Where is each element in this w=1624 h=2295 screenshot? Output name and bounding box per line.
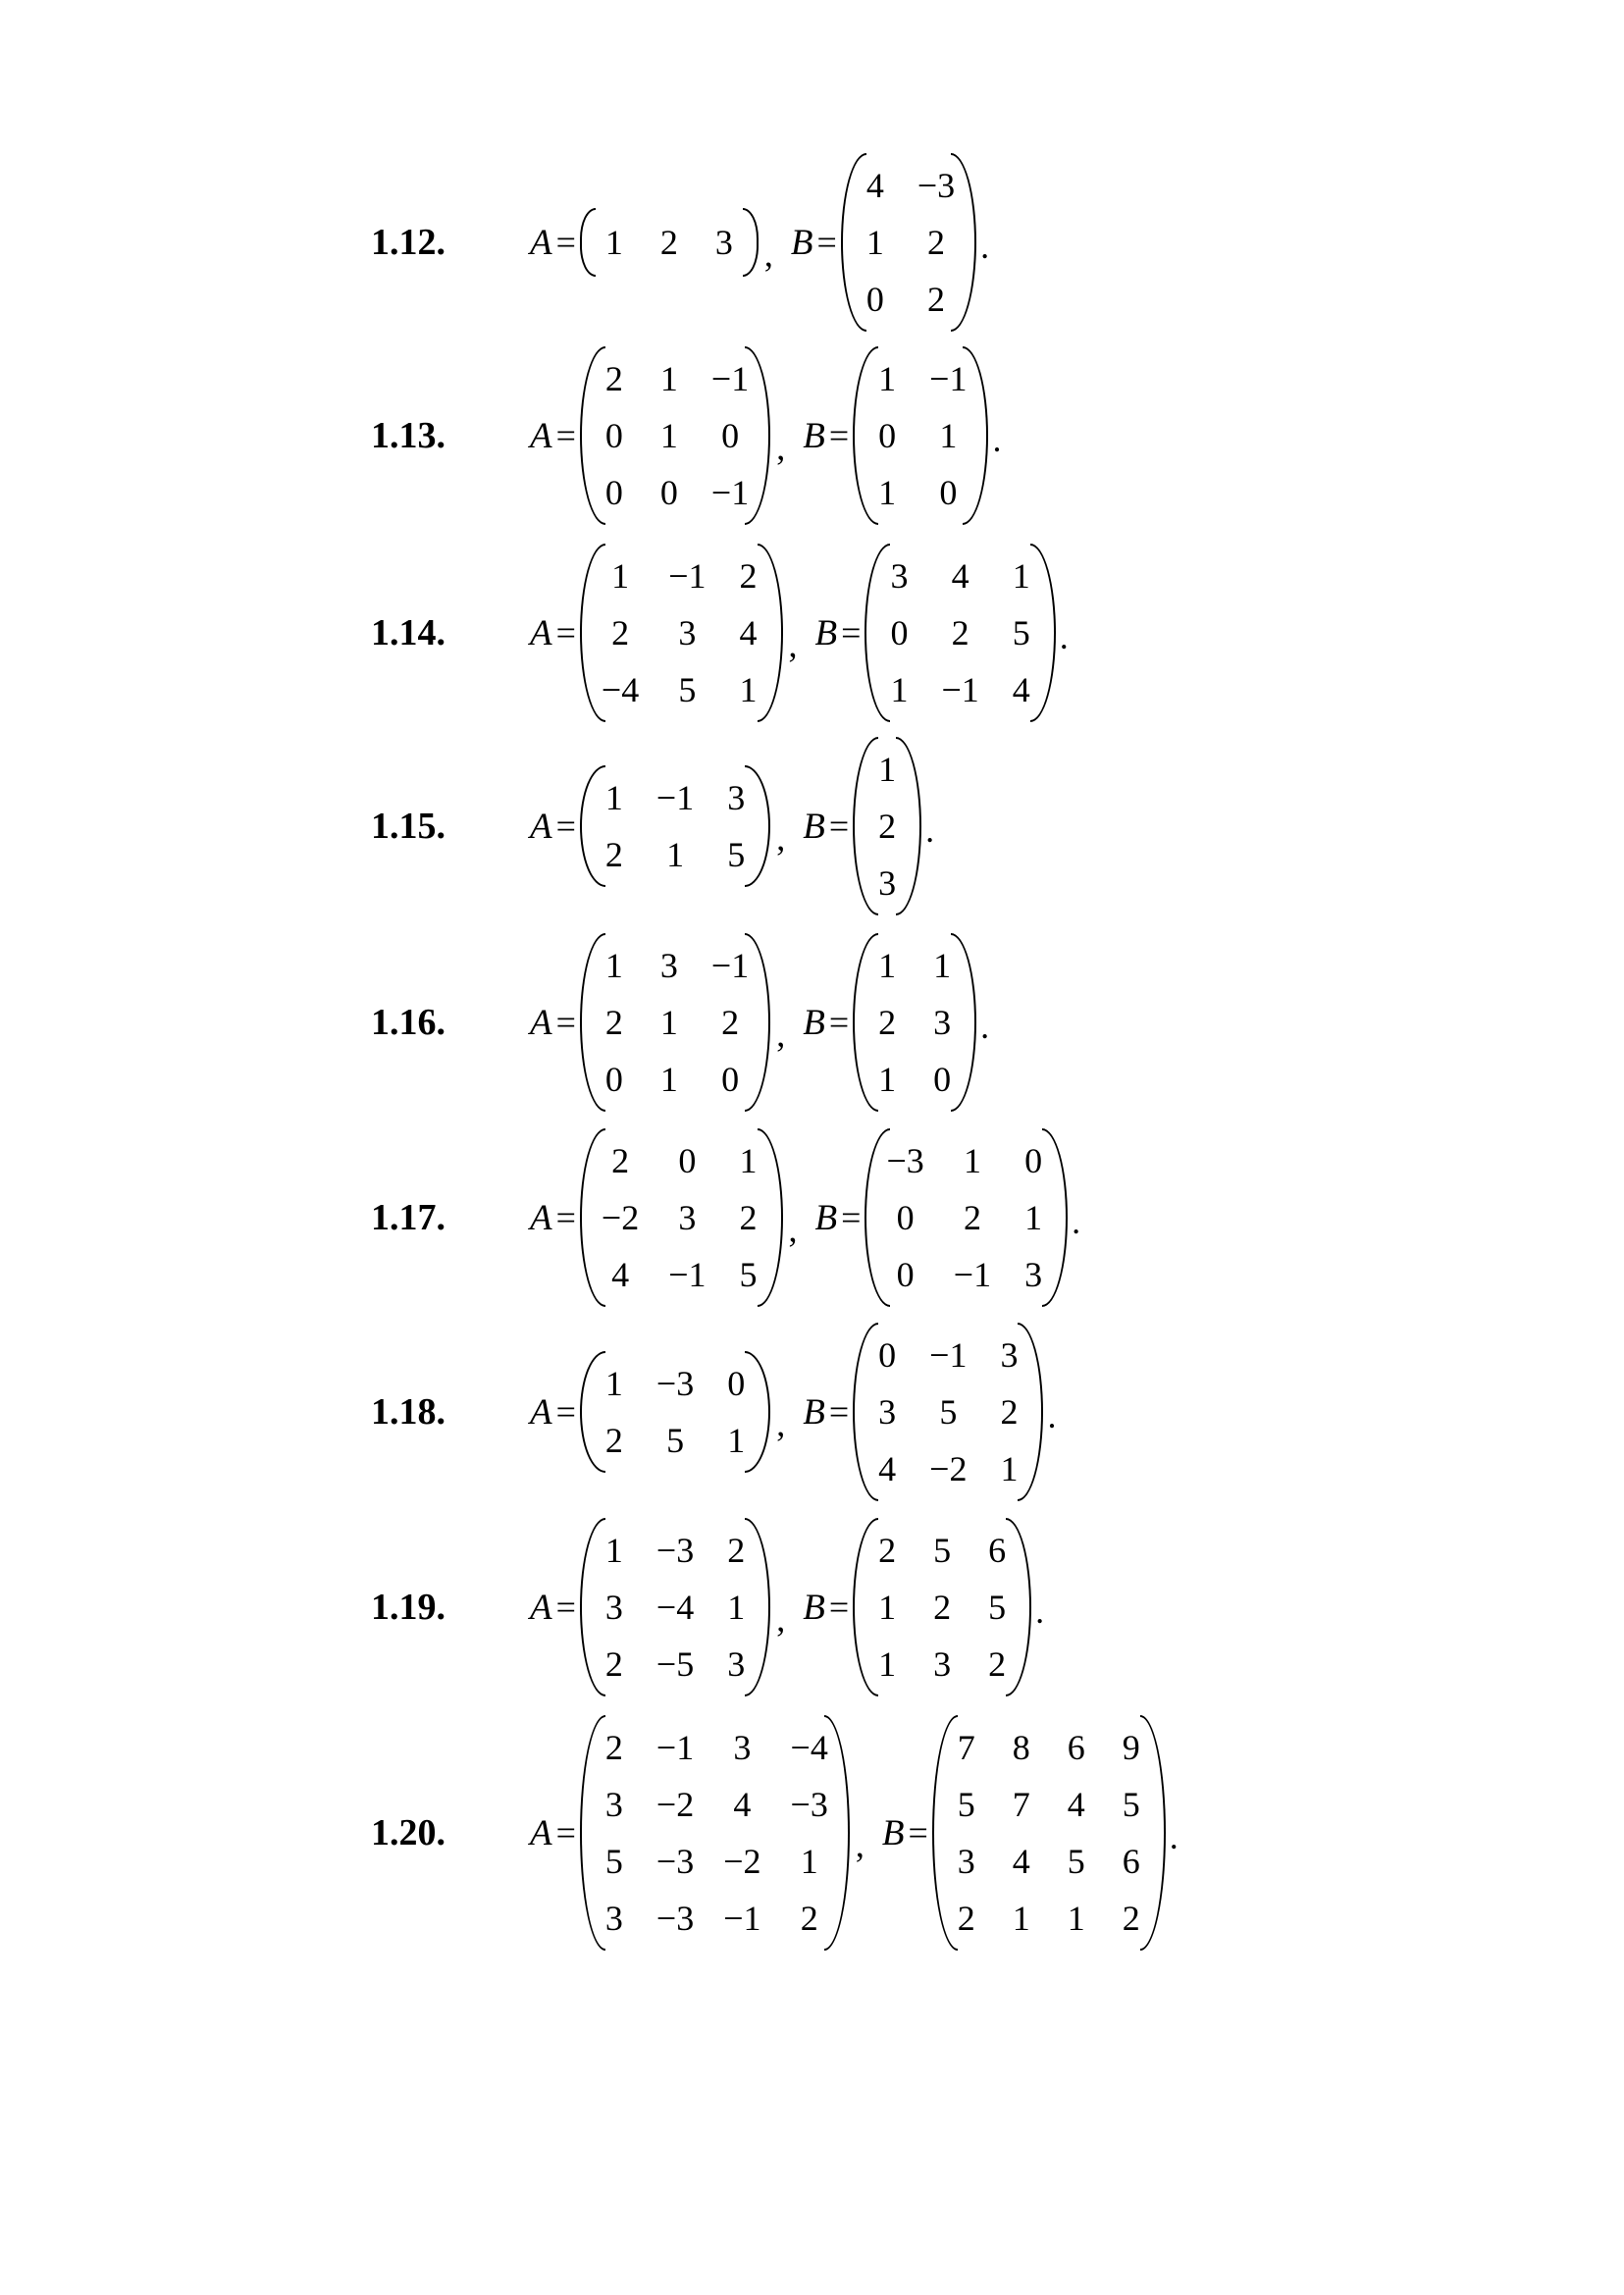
period-mark: .	[980, 227, 990, 266]
period-mark: .	[1047, 1396, 1057, 1435]
matrix-cell: 1	[727, 1588, 746, 1627]
comma-separator: ,	[776, 1404, 786, 1443]
matrix-a	[580, 1349, 770, 1475]
matrix-b-term	[882, 1713, 1166, 1953]
matrix-cell: 0	[721, 1060, 740, 1099]
matrix-b-symbol: B	[814, 612, 838, 653]
comma-separator: ,	[776, 1015, 786, 1054]
matrix-cell: −2	[929, 1449, 968, 1488]
matrix-cell: 2	[878, 1003, 897, 1042]
problem-number: 1.18.	[371, 1391, 445, 1433]
problem-equation	[528, 344, 1001, 527]
matrix-cell: 5	[1067, 1842, 1085, 1881]
matrix-cell: 4	[951, 556, 969, 596]
equals-sign: =	[828, 1392, 850, 1432]
matrix-b-symbol: B	[803, 1391, 825, 1433]
matrix-cell: 7	[1012, 1785, 1030, 1824]
matrix-b-symbol: B	[803, 1587, 825, 1628]
matrix-cell: 2	[604, 1003, 623, 1042]
matrix-cell: 2	[800, 1899, 818, 1938]
matrix-b-symbol: B	[803, 1002, 825, 1043]
matrix-b-grid	[886, 1132, 1046, 1303]
matrix-a-grid	[602, 350, 749, 521]
matrix-cell: 3	[604, 1588, 623, 1627]
problem-number: 1.15.	[371, 806, 445, 847]
matrix-a-grid	[602, 1522, 749, 1693]
matrix-cell: 1	[878, 750, 897, 789]
matrix-b-grid	[874, 741, 900, 912]
matrix-cell: 2	[1122, 1899, 1140, 1938]
comma-separator: ,	[855, 1825, 864, 1864]
period-mark: .	[1072, 1202, 1081, 1241]
period-mark: .	[1169, 1817, 1179, 1856]
matrix-cell: 7	[957, 1728, 975, 1767]
problem-equation	[528, 1126, 1080, 1309]
matrix-cell: 1	[878, 473, 897, 512]
matrix-cell: 5	[939, 1392, 958, 1432]
matrix-a-grid	[602, 1719, 828, 1947]
problem-equation	[528, 1713, 1179, 1953]
matrix-cell: −3	[655, 1531, 695, 1570]
matrix-cell: 1	[890, 670, 909, 709]
matrix-a-symbol: A	[530, 1197, 552, 1238]
matrix-cell: −1	[929, 359, 968, 398]
problem-number: 1.17.	[371, 1197, 445, 1238]
matrix-cell: −3	[790, 1785, 828, 1824]
matrix-cell: 2	[1000, 1392, 1019, 1432]
matrix-a-term	[530, 1713, 850, 1953]
matrix-cell: 2	[988, 1644, 1007, 1684]
comma-separator: ,	[763, 235, 773, 274]
matrix-cell: 1	[1000, 1449, 1019, 1488]
problem-number: 1.16.	[371, 1002, 445, 1043]
matrix-cell: 0	[604, 416, 623, 455]
matrix-a	[580, 208, 759, 277]
matrix-cell: 3	[733, 1728, 752, 1767]
matrix-cell: 1	[800, 1842, 818, 1881]
matrix-cell: 1	[604, 1531, 623, 1570]
matrix-cell: 2	[739, 556, 758, 596]
matrix-cell: 6	[1067, 1728, 1085, 1767]
problem-number: 1.12.	[371, 222, 445, 263]
problem-equation	[528, 1516, 1044, 1698]
matrix-cell: 3	[1000, 1335, 1019, 1375]
matrix-a-term	[530, 208, 759, 277]
matrix-cell: 5	[988, 1588, 1007, 1627]
matrix-a-symbol: A	[530, 415, 552, 456]
matrix-b-grid	[863, 157, 955, 328]
matrix-cell: −1	[655, 778, 695, 817]
matrix-a-grid	[602, 937, 749, 1108]
matrix-a-term	[530, 1349, 770, 1475]
matrix-cell: −1	[710, 473, 750, 512]
matrix-b	[853, 931, 976, 1114]
matrix-cell: 1	[1012, 1899, 1030, 1938]
period-mark: .	[1035, 1591, 1045, 1631]
matrix-a-symbol: A	[530, 1391, 552, 1433]
matrix-cell: 1	[933, 946, 952, 985]
matrix-cell: 3	[678, 613, 697, 652]
matrix-cell: −1	[710, 359, 750, 398]
matrix-b-term	[803, 1516, 1031, 1698]
matrix-cell: 4	[611, 1255, 630, 1294]
matrix-cell: 0	[933, 1060, 952, 1099]
matrix-cell: 3	[678, 1198, 697, 1237]
matrix-b-term	[803, 1321, 1043, 1503]
problem-item	[371, 1516, 1044, 1698]
matrix-cell: −5	[655, 1644, 695, 1684]
matrix-cell: 1	[611, 556, 630, 596]
matrix-cell: 1	[963, 1141, 981, 1180]
matrix-cell: 0	[890, 613, 909, 652]
matrix-cell: 4	[1012, 1842, 1030, 1881]
matrix-b-term	[803, 344, 988, 527]
matrix-cell: 3	[878, 1392, 897, 1432]
matrix-cell: 4	[733, 1785, 752, 1824]
problem-number: 1.20.	[371, 1812, 445, 1853]
matrix-cell: −1	[929, 1335, 968, 1375]
matrix-b-grid	[886, 548, 1033, 718]
matrix-cell: 4	[878, 1449, 897, 1488]
comma-separator: ,	[776, 428, 786, 467]
equals-sign: =	[555, 1198, 576, 1237]
matrix-b-symbol: B	[803, 806, 825, 847]
problem-equation	[528, 151, 989, 334]
matrix-a-grid	[602, 1132, 761, 1303]
matrix-cell: −3	[655, 1364, 695, 1403]
matrix-b	[864, 1126, 1068, 1309]
equals-sign: =	[828, 416, 850, 455]
matrix-b-term	[815, 1126, 1069, 1309]
matrix-cell: 1	[878, 359, 897, 398]
equals-sign: =	[828, 1588, 850, 1627]
problem-number: 1.19.	[371, 1587, 445, 1628]
comma-separator: ,	[788, 1210, 798, 1249]
matrix-cell: 3	[878, 863, 897, 903]
matrix-cell: 4	[1067, 1785, 1085, 1824]
matrix-cell: 2	[927, 280, 945, 319]
matrix-b-symbol: B	[803, 415, 825, 456]
matrix-cell: 0	[865, 280, 884, 319]
matrix-a-term	[530, 763, 770, 889]
matrix-cell: 1	[604, 1364, 623, 1403]
matrix-a-symbol: A	[530, 222, 552, 263]
matrix-cell: 2	[951, 613, 969, 652]
matrix-cell: 0	[604, 473, 623, 512]
matrix-cell: 2	[604, 1421, 623, 1460]
matrix-cell: −1	[655, 1728, 695, 1767]
matrix-b	[853, 1516, 1031, 1698]
matrix-cell: 5	[933, 1531, 952, 1570]
matrix-cell: 0	[1024, 1141, 1043, 1180]
matrix-b-grid	[954, 1719, 1144, 1947]
matrix-cell: 3	[1024, 1255, 1043, 1294]
problem-item	[371, 931, 989, 1114]
matrix-cell: 4	[865, 166, 884, 205]
problem-equation	[528, 1321, 1056, 1503]
problem-item	[371, 735, 934, 917]
matrix-cell: 2	[927, 223, 945, 262]
matrix-cell: 1	[739, 1141, 758, 1180]
comma-separator: ,	[776, 1599, 786, 1639]
matrix-b-symbol: B	[790, 222, 813, 263]
matrix-cell: 1	[604, 946, 623, 985]
matrix-cell: −1	[710, 946, 750, 985]
matrix-b-term	[803, 735, 921, 917]
matrix-cell: −2	[601, 1198, 640, 1237]
problem-item	[371, 1713, 1179, 1953]
matrix-cell: −4	[601, 670, 640, 709]
matrix-b-symbol: B	[881, 1812, 905, 1853]
problem-item	[371, 542, 1069, 724]
matrix-cell: −1	[953, 1255, 992, 1294]
matrix-cell: 2	[604, 359, 623, 398]
problem-item	[371, 344, 1001, 527]
matrix-cell: 3	[933, 1644, 952, 1684]
matrix-cell: 3	[604, 1785, 623, 1824]
matrix-cell: 6	[1122, 1842, 1140, 1881]
matrix-cell: 5	[739, 1255, 758, 1294]
matrix-a	[580, 542, 783, 724]
matrix-cell: 2	[933, 1588, 952, 1627]
comma-separator: ,	[788, 625, 798, 664]
matrix-a-grid	[602, 214, 737, 271]
matrix-cell: 8	[1012, 1728, 1030, 1767]
matrix-cell: 1	[1067, 1899, 1085, 1938]
matrix-b	[853, 1321, 1043, 1503]
matrix-cell: 0	[896, 1255, 915, 1294]
matrix-b-grid	[874, 1522, 1010, 1693]
period-mark: .	[980, 1007, 990, 1046]
matrix-cell: 5	[1012, 613, 1030, 652]
matrix-cell: 2	[963, 1198, 981, 1237]
matrix-a-symbol: A	[530, 806, 552, 847]
matrix-cell: −2	[655, 1785, 695, 1824]
matrix-cell: 1	[878, 946, 897, 985]
matrix-cell: 5	[604, 1842, 623, 1881]
matrix-cell: 5	[678, 670, 697, 709]
matrix-cell: 5	[1122, 1785, 1140, 1824]
matrix-cell: 4	[1012, 670, 1030, 709]
equals-sign: =	[555, 613, 576, 652]
matrix-b	[864, 542, 1055, 724]
matrix-a-grid	[602, 548, 761, 718]
equals-sign: =	[908, 1813, 928, 1852]
problem-item	[371, 151, 989, 334]
matrix-a-grid	[602, 1355, 749, 1469]
matrix-cell: 2	[878, 1531, 897, 1570]
matrix-cell: 1	[666, 835, 685, 874]
matrix-cell: 3	[727, 1644, 746, 1684]
problem-equation	[528, 542, 1069, 724]
matrix-cell: 1	[878, 1588, 897, 1627]
matrix-cell: 2	[611, 613, 630, 652]
matrix-cell: 0	[678, 1141, 697, 1180]
matrix-cell: 1	[878, 1644, 897, 1684]
matrix-cell: 0	[896, 1198, 915, 1237]
matrix-cell: 0	[721, 416, 740, 455]
equals-sign: =	[555, 1392, 576, 1432]
matrix-a	[580, 1126, 783, 1309]
matrix-cell: 1	[604, 778, 623, 817]
equals-sign: =	[828, 1003, 850, 1042]
matrix-cell: −4	[655, 1588, 695, 1627]
matrix-a	[580, 931, 770, 1114]
matrix-cell: −3	[917, 166, 956, 205]
equals-sign: =	[555, 1588, 576, 1627]
matrix-b	[853, 735, 921, 917]
matrix-b-symbol: B	[814, 1197, 838, 1238]
matrix-cell: 2	[604, 1644, 623, 1684]
equals-sign: =	[816, 223, 837, 262]
matrix-cell: −2	[723, 1842, 761, 1881]
period-mark: .	[992, 420, 1002, 459]
problem-number: 1.13.	[371, 415, 445, 456]
matrix-cell: 2	[957, 1899, 975, 1938]
matrix-cell: 1	[939, 416, 958, 455]
matrix-cell: 1	[739, 670, 758, 709]
matrix-cell: 9	[1122, 1728, 1140, 1767]
matrix-a-term	[530, 1516, 770, 1698]
matrix-b	[932, 1713, 1166, 1953]
problem-item	[371, 1321, 1056, 1503]
equals-sign: =	[828, 807, 850, 846]
matrix-a-symbol: A	[530, 612, 552, 653]
equals-sign: =	[555, 416, 576, 455]
matrix-b-term	[815, 542, 1056, 724]
matrix-cell: −1	[941, 670, 979, 709]
matrix-a	[580, 344, 770, 527]
matrix-b-term	[803, 931, 976, 1114]
matrix-cell: 1	[878, 1060, 897, 1099]
matrix-cell: 1	[865, 223, 884, 262]
matrix-a-term	[530, 542, 783, 724]
matrix-cell: 4	[739, 613, 758, 652]
matrix-cell: 0	[727, 1364, 746, 1403]
matrix-cell: 1	[659, 1003, 678, 1042]
matrix-cell: 5	[666, 1421, 685, 1460]
matrix-a	[580, 763, 770, 889]
matrix-cell: 2	[659, 223, 678, 262]
period-mark: .	[1059, 617, 1069, 656]
equals-sign: =	[555, 1003, 576, 1042]
matrix-cell: 3	[933, 1003, 952, 1042]
matrix-cell: −1	[668, 1255, 707, 1294]
matrix-cell: 1	[727, 1421, 746, 1460]
matrix-cell: 1	[659, 1060, 678, 1099]
matrix-b	[841, 151, 976, 334]
equals-sign: =	[841, 1198, 862, 1237]
matrix-cell: 5	[727, 835, 746, 874]
matrix-a-symbol: A	[530, 1002, 552, 1043]
matrix-cell: 3	[714, 223, 733, 262]
matrix-a-symbol: A	[530, 1587, 552, 1628]
problem-equation	[528, 931, 989, 1114]
matrix-a	[580, 1516, 770, 1698]
matrix-b-grid	[874, 1327, 1022, 1497]
matrix-cell: 5	[957, 1785, 975, 1824]
matrix-a-term	[530, 344, 770, 527]
matrix-cell: 2	[727, 1531, 746, 1570]
matrix-cell: 2	[611, 1141, 630, 1180]
matrix-b-term	[791, 151, 976, 334]
equals-sign: =	[555, 807, 576, 846]
equals-sign: =	[555, 223, 576, 262]
matrix-cell: 2	[604, 835, 623, 874]
matrix-cell: 1	[1012, 556, 1030, 596]
matrix-cell: 1	[604, 223, 623, 262]
matrix-a-grid	[602, 769, 749, 883]
equals-sign: =	[555, 1813, 576, 1852]
matrix-cell: 3	[604, 1899, 623, 1938]
matrix-cell: 3	[727, 778, 746, 817]
matrix-cell: 2	[739, 1198, 758, 1237]
matrix-cell: −1	[723, 1899, 761, 1938]
matrix-cell: −3	[886, 1141, 924, 1180]
matrix-cell: 0	[878, 416, 897, 455]
matrix-cell: 1	[659, 416, 678, 455]
comma-separator: ,	[776, 818, 786, 858]
matrix-cell: 3	[659, 946, 678, 985]
problem-item	[371, 1126, 1080, 1309]
problem-equation	[528, 735, 934, 917]
matrix-cell: −3	[655, 1842, 695, 1881]
matrix-cell: 0	[939, 473, 958, 512]
matrix-cell: −3	[655, 1899, 695, 1938]
matrix-b-grid	[874, 350, 967, 521]
matrix-cell: 2	[604, 1728, 623, 1767]
matrix-cell: 2	[721, 1003, 740, 1042]
problem-number: 1.14.	[371, 612, 445, 653]
matrix-cell: 1	[659, 359, 678, 398]
matrix-b-grid	[874, 937, 955, 1108]
equals-sign: =	[841, 613, 862, 652]
matrix-cell: 1	[1024, 1198, 1043, 1237]
matrix-b	[853, 344, 988, 527]
matrix-cell: 3	[957, 1842, 975, 1881]
matrix-cell: −1	[668, 556, 707, 596]
matrix-cell: −4	[790, 1728, 828, 1767]
matrix-cell: 3	[890, 556, 909, 596]
matrix-cell: 0	[878, 1335, 897, 1375]
matrix-cell: 6	[988, 1531, 1007, 1570]
matrix-a-term	[530, 931, 770, 1114]
matrix-cell: 0	[659, 473, 678, 512]
matrix-a-symbol: A	[530, 1812, 552, 1853]
period-mark: .	[925, 810, 935, 850]
matrix-a-term	[530, 1126, 783, 1309]
matrix-a	[580, 1713, 850, 1953]
matrix-cell: 0	[604, 1060, 623, 1099]
matrix-cell: 2	[878, 807, 897, 846]
